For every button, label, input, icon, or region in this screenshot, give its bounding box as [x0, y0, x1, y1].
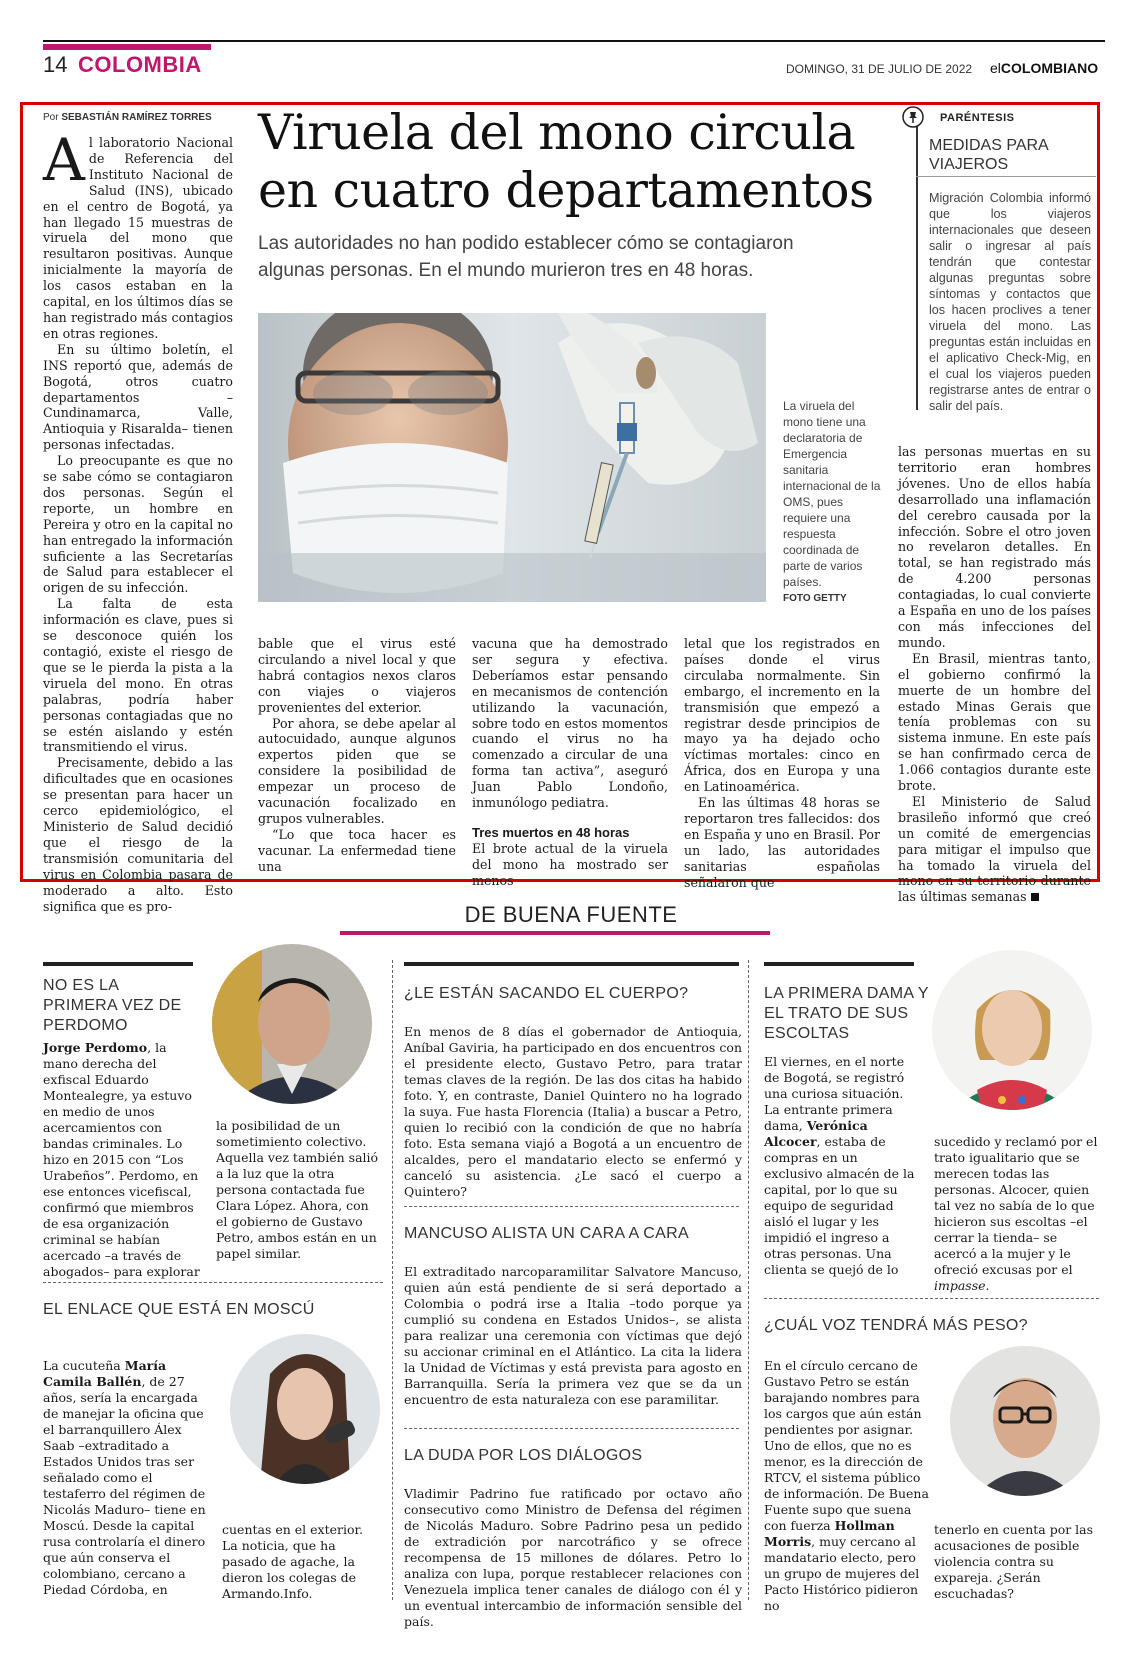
sidebar-divider: [916, 176, 1096, 177]
drop-cap: A: [43, 126, 85, 194]
article-paragraph: En Brasil, mientras tanto, el gobierno confirmó la muerte de un hombre del estado Minas Gerais que tenía problemas con su sistema inmune. En este país se han confirmado cerca de 1.066 contagios durante este brote.: [898, 650, 1091, 794]
article-paragraph: letal que los registrados en países donde el virus circulaba normalmente. Sin embargo, el incremento en la transmisión que empezó a registrar desde principios de mayo ya ha dejado ocho víctimas mortales: cinco en África, dos en Europa y una en Latinoamérica.: [684, 636, 880, 795]
brief-title-mancuso: MANCUSO ALISTA UN CARA A CARA: [404, 1225, 689, 1242]
article-paragraph: “Lo que toca hacer es vacunar. La enfermedad tiene una: [258, 826, 456, 874]
brief-text-mancuso: El extraditado narcoparamilitar Salvatore Mancuso, quien aún está pendiente de si será deportado a Colombia o podrá irse a Italia –todo porque ya cumplió su condena en Estados Unidos–, se alista para realizar una ceremonia con víctimas que dejó su accionar criminal en el Atlántico. La cita la lidera la Unidad de Víctimas y está prevista para agosto en Barranquilla. Sería la primera vez que se da un encuentro de esta naturaleza con ese paramilitar.: [404, 1264, 742, 1407]
brief-text-primera-dama-a: El viernes, en el norte de Bogotá, se registró una curiosa situación. La entrante primera dama, Verónica Alcocer, estaba de compras en un exclusivo almacén de la capital, por lo que su equipo de seguridad aisló el lugar y les impidió el ingreso a otras personas. Una clienta se quejó de lo: [764, 1054, 915, 1277]
article-paragraph: Al laboratorio Nacional de Referencia del Instituto Nacional de Salud (INS), ubicado en el centro de Bogotá, ya han llegado 15 muestras de viruela del mono que resultaron positivas. Aunque inicialmente la mayoría de los casos estaban en la capital, en los últimos días se han registrado más contagios en otras regiones.: [43, 126, 233, 341]
brief-text-moscu-a: La cucuteña María Camila Ballén, de 27 años, sería la encargada de manejar la oficina que el barranquillero Álex Saab –extraditado a Estados Unidos tras ser señalado como el testaferro del régimen de Nicolás Maduro– tiene en Moscú. Desde la capital rusa controlaría el dinero que aún conserva el colombiano, cercano a Piedad Córdoba, en: [43, 1358, 206, 1597]
article-column-3: [472, 636, 668, 889]
sidebar-title-line-1: MEDIDAS PARA: [929, 137, 1049, 154]
article-subtitle: Tres muertos en 48 horas: [472, 824, 630, 840]
article-paragraph: Precisamente, debido a las dificultades que en ocasiones se presentan para hacer un cerco epidemiológico, el Ministerio de Salud decidió que el riesgo de la transmisión comunitaria del virus en Colombia pasara de moderado a alto. Esto significa que es pro-: [43, 755, 233, 914]
sidebar-title: [929, 136, 1049, 174]
headline: [258, 104, 874, 220]
article-column-2: [258, 636, 456, 875]
column-separator: [748, 960, 749, 1600]
issue-date: DOMINGO, 31 DE JULIO DE 2022: [786, 62, 973, 76]
brief-title-perdomo: NO ES LA PRIMERA VEZ DE PERDOMO: [43, 977, 182, 1034]
section-accent-bar: [43, 44, 211, 50]
logo-prefix: el: [990, 60, 1001, 76]
section-name: COLOMBIA: [78, 52, 202, 77]
logo-name: COLOMBIANO: [1000, 60, 1099, 76]
portrait-jorge-perdomo: [212, 944, 372, 1104]
byline-author: SEBASTIÁN RAMÍREZ TORRES: [61, 112, 212, 123]
article-paragraph: Por ahora, se debe apelar al autocuidado, aunque algunos expertos piden que se considere la posibilidad de empezar un proceso de vacunación focalizado en grupos vulnerables.: [258, 715, 456, 826]
brief-title-moscu: EL ENLACE QUE ESTÁ EN MOSCÚ: [43, 1301, 315, 1318]
article-paragraph: El brote actual de la viruela del mono ha mostrado ser menos: [472, 840, 668, 888]
article-paragraph: bable que el virus esté circulando a nivel local y que habrá contagios nexos claros con viajes o viajeros provenientes del exterior.: [258, 636, 456, 715]
article-paragraph: En su último boletín, el INS reportó que, además de Bogotá, otros cuatro departamentos –Cundinamarca, Valle, Antioquia y Risaralda– tienen personas infectadas.: [43, 341, 233, 453]
article-paragraph: las personas muertas en su territorio eran hombres jóvenes. Uno de ellos había desarrollado una inflamación del cerebro causada por la infección. Sobre el otro joven no revelaron detalles. En total, se han registrado más de 4.200 personas contagiadas, lo cual convierte a España en uno de los países con más infecciones del mundo.: [898, 444, 1091, 650]
portrait-hollman-morris: [950, 1346, 1100, 1496]
briefs-section-rule: [340, 931, 770, 935]
brief-title-rule: [404, 962, 739, 966]
article-paragraph: En las últimas 48 horas se reportaron tres fallecidos: dos en España y uno en Brasil. Por un lado, las autoridades sanitarias españolas señalaron que: [684, 795, 880, 890]
sidebar-title-line-2: VIAJEROS: [929, 156, 1009, 173]
briefs-section-title: DE BUENA FUENTE: [464, 902, 678, 927]
brief-text-moscu-b: cuentas en el exterior. La noticia, que ha pasado de agache, la dieron los colegas de Armando.Info.: [222, 1522, 364, 1601]
article-paragraph: El Ministerio de Salud brasileño informó que creó un comité de emergencias para mitigar el impulso que ha tomado la viruela del mono en su territorio durante las últimas semanas: [898, 793, 1091, 905]
brief-separator: [43, 1282, 383, 1283]
article-paragraph: vacuna que ha demostrado ser segura y efectiva. Deberíamos estar pensando en mecanismos de contención utilizando la vacunación, sobre todo en estos momentos cuando el virus no ha comenzado a circular de una forma tan activa”, aseguró Juan Pablo Londoño, inmunólogo pediatra.: [472, 636, 668, 811]
brief-text-cuerpo: En menos de 8 días el gobernador de Antioquia, Aníbal Gaviria, ha participado en dos encuentros con el presidente electo, Gustavo Petro, para tratar temas claves de la región. De las dos citas ha habido foto. Y, en contraste, Daniel Quintero no ha logrado la suya. Fue hasta Florencia (Italia) a buscar a Petro, quien lo recibió con la condición de que no habría foto. Esta semana viajó a Bogotá a un encuentro de alcaldes, pero el mandatario electo se enfermó y canceló su asistencia. ¿Le sacó el cuerpo a Quintero?: [404, 1024, 742, 1199]
article-paragraph: Lo preocupante es que no se sabe cómo se contagiaron dos personas. Según el reporte, un hombre en Pereira y otro en la capital no han entregado la información suficiente a las Secretarías de Salud para establecer el origen de su infección.: [43, 453, 233, 596]
photo-caption: La viruela del mono tiene una declaratoria de Emergencia sanitaria internacional de la OMS, pues requiere una respuesta coordinada de parte de varios países.: [783, 399, 881, 589]
page-number: 14: [43, 52, 68, 77]
end-mark: [1031, 893, 1039, 901]
subheadline: Las autoridades no han podido establecer cómo se contagiaron algunas personas. En el mundo murieron tres en 48 horas.: [258, 233, 794, 281]
brief-title-voz: ¿CUÁL VOZ TENDRÁ MÁS PESO?: [764, 1317, 1028, 1334]
byline: [43, 112, 212, 123]
photo-credit: FOTO GETTY: [783, 593, 847, 604]
brief-text-perdomo-b: la posibilidad de un sometimiento colectivo. Aquella vez también salió a la luz que la otra persona contactada fue Clara López. Ahora, con el gobierno de Gustavo Petro, ambos están en un papel similar.: [216, 1118, 379, 1261]
column-separator: [392, 960, 393, 1600]
brief-text-voz-a: En el círculo cercano de Gustavo Petro se están barajando nombres para los cargos que aún están pendientes por asignar. Uno de ellos, que no es menor, es la dirección de RTCV, el sistema público de información. De Buena Fuente supo que suena con fuerza Hollman Morris, muy cercano al mandatario electo, pero un grupo de mujeres del Pacto Histórico pidieron no: [764, 1358, 929, 1613]
article-photo: [258, 313, 766, 602]
brief-text-perdomo-a: Jorge Perdomo, la mano derecha del exfiscal Eduardo Montealegre, ya estuvo en medio de unos acercamientos con bandas criminales. Lo hizo en 2015 con “Los Urabeños”. Perdomo, en ese entonces vicefiscal, confirmó que miembros de esa organización criminal se habían acercado –a través de abogados– para explorar: [43, 1040, 200, 1279]
portrait-veronica-alcocer: [932, 950, 1092, 1110]
brief-title-primera-dama: LA PRIMERA DAMA Y EL TRATO DE SUS ESCOLTAS: [764, 985, 929, 1042]
newspaper-logo: [990, 60, 1098, 76]
sidebar-text: Migración Colombia informó que los viajeros internacionales que deseen salir o ingresar al país tendrán que contestar algunas preguntas sobre síntomas y contactos que los hacen proclives a tener viruela del mono. Las preguntas están incluidas en el aplicativo Check-Mig, en el cual los viajeros pueden registrarse antes de entrar o salir del país.: [929, 191, 1091, 413]
article-paragraph: La falta de esta información es clave, pues si se desconoce quién los contagió, existe el riesgo de que se le pierda la pista a la viruela del mono. En otras palabras, podría haber personas contagiadas que no se estén aislando y estén transmitiendo el virus.: [43, 596, 233, 755]
brief-separator: [404, 1206, 739, 1207]
article-column-1: [43, 126, 233, 914]
portrait-maria-camila-ballen: [230, 1334, 380, 1484]
brief-separator: [404, 1428, 739, 1429]
sidebar-label: PARÉNTESIS: [940, 112, 1015, 124]
sidebar-rule: [916, 120, 918, 410]
brief-title-rule: [764, 962, 914, 966]
brief-text-dialogos: Vladimir Padrino fue ratificado por octavo año consecutivo como Ministro de Defensa del régimen de Nicolás Maduro. Sobre Padrino pesa un pedido de extradición por narcotráfico y se ofrece recompensa de 15 millones de dólares. Petro lo analiza con lupa, porque restablecer relaciones con Venezuela implica tener canales de diálogo con él y un eventual intercambio de información sensible del país.: [404, 1486, 742, 1629]
brief-title-dialogos: LA DUDA POR LOS DIÁLOGOS: [404, 1447, 643, 1464]
top-rule: [43, 40, 1105, 42]
headline-line-1: Viruela del mono circula: [258, 104, 856, 161]
photo-illustration: [258, 313, 766, 602]
headline-line-2: en cuatro departamentos: [258, 162, 874, 219]
brief-title-rule: [43, 962, 193, 966]
pushpin-icon: [902, 106, 924, 128]
article-column-4: [684, 636, 880, 891]
article-column-5: [898, 444, 1091, 905]
brief-separator: [764, 1298, 1099, 1299]
brief-text-voz-b: tenerlo en cuenta por las acusaciones de posible violencia contra su expareja. ¿Serán escuchadas?: [934, 1522, 1094, 1601]
brief-title-cuerpo: ¿LE ESTÁN SACANDO EL CUERPO?: [404, 985, 689, 1002]
brief-text-primera-dama-b: sucedido y reclamó por el trato igualitario que se merecen todas las personas. Alcocer, quien tal vez no sabía de lo que hicieron sus escoltas –el cerrar la tienda– se acercó a la mujer y le ofreció excusas por el impasse.: [934, 1134, 1098, 1293]
byline-prefix: Por: [43, 112, 59, 123]
